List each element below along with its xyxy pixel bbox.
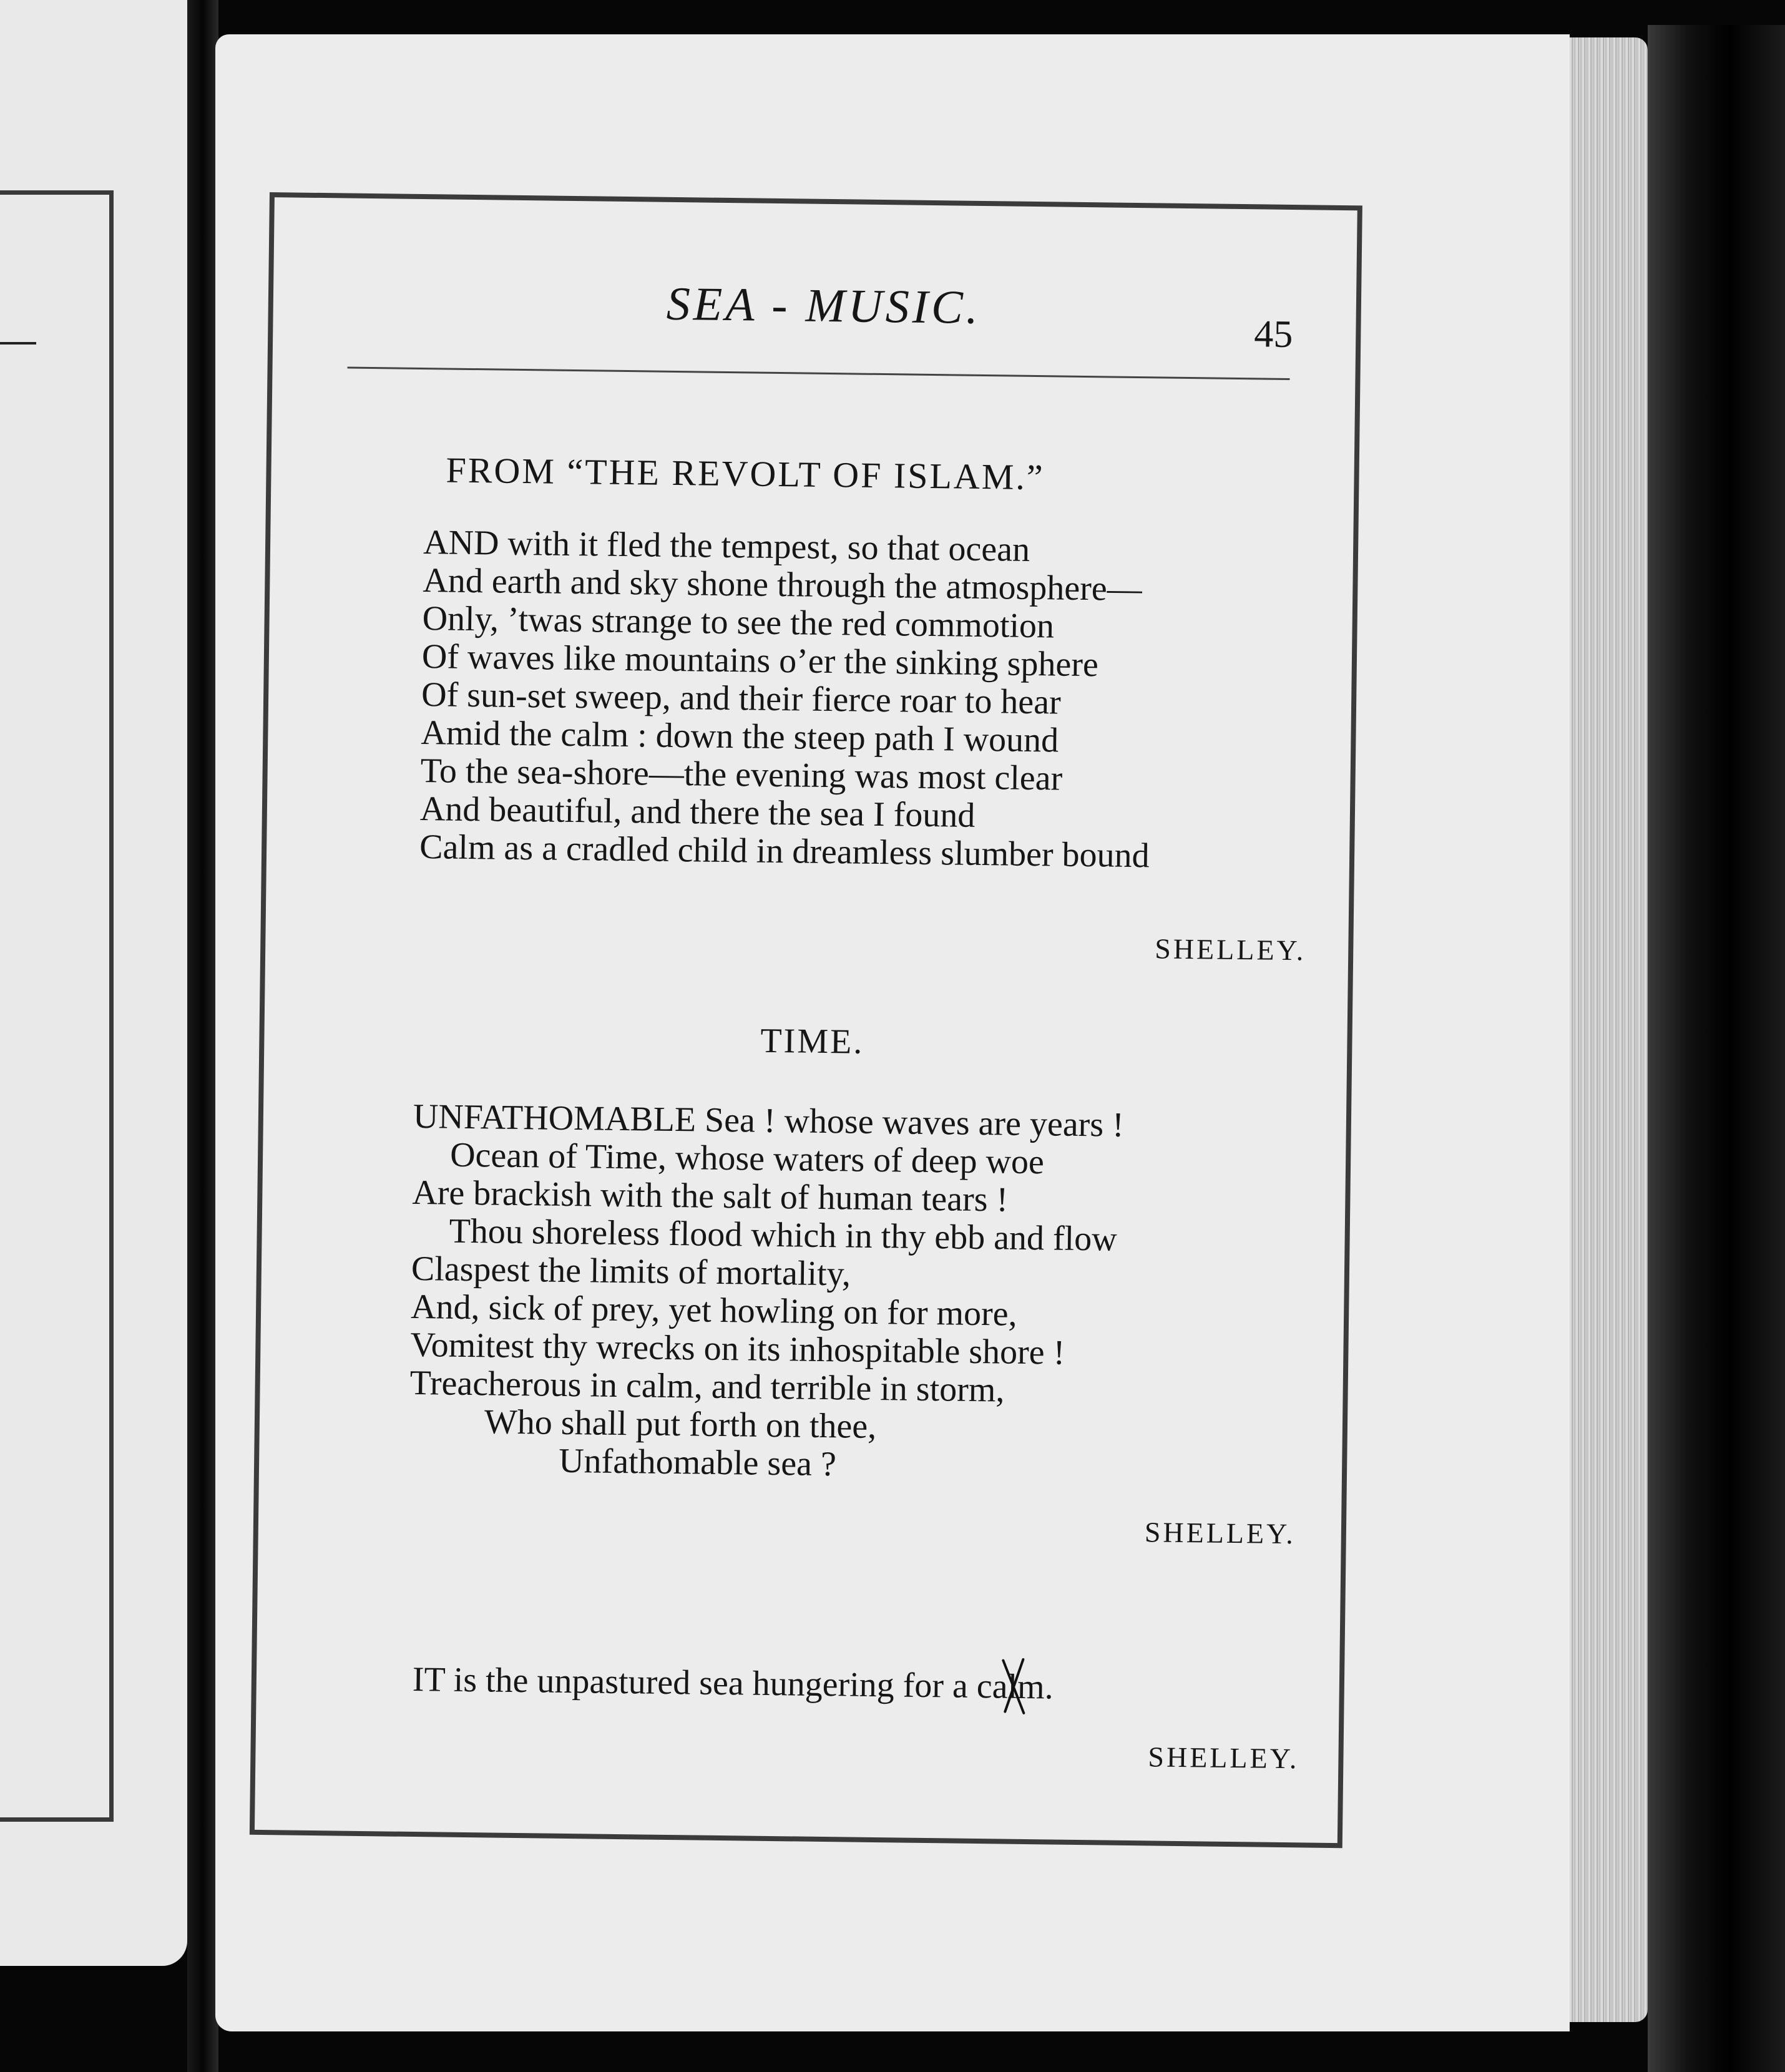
poem-line: To the sea-shore—the evening was most clear xyxy=(420,751,1063,798)
poem-line: Of waves like mountains o’er the sinking sphere xyxy=(421,637,1099,685)
poem-attribution: SHELLEY. xyxy=(1144,1516,1296,1550)
poem-title: FROM “THE REVOLT OF ISLAM.” xyxy=(446,449,1045,498)
poem-attribution: SHELLEY. xyxy=(1154,932,1306,967)
poem-line: Who shall put forth on thee, xyxy=(484,1402,877,1447)
page-edges xyxy=(1567,37,1648,2022)
poem-line: Are brackish with the salt of human tears ! xyxy=(412,1173,1009,1219)
handwritten-strike-mark xyxy=(997,1655,1029,1718)
poem-line: Of sun-set sweep, and their fierce roar to hear xyxy=(421,675,1062,722)
poem-line: AND with it fled the tempest, so that ocean xyxy=(423,523,1030,569)
facing-page-border xyxy=(0,190,114,1822)
quote-attribution: SHELLEY. xyxy=(1148,1741,1299,1775)
poem-line: Unfathomable sea ? xyxy=(558,1441,837,1484)
poem-body xyxy=(409,1098,1124,1487)
poem-line: UNFATHOMABLE Sea ! whose waves are years ! xyxy=(413,1097,1125,1145)
poem-line: Claspest the limits of mortality, xyxy=(411,1249,851,1294)
poem-title: TIME. xyxy=(760,1021,864,1062)
running-header: SEA - MUSIC. xyxy=(666,277,982,334)
poem-line: And beautiful, and there the sea I found xyxy=(419,789,976,835)
poem-line: Amid the calm : down the steep path I wound xyxy=(421,713,1059,760)
quote-text: IT is the unpastured sea hungering for a calm. xyxy=(412,1659,1054,1707)
poem-line: Thou shoreless flood which in thy ebb and flow xyxy=(449,1211,1118,1259)
poem-line: And earth and sky shone through the atmosphere— xyxy=(423,561,1143,609)
poem-body xyxy=(419,524,1153,875)
poem-line: Vomitest thy wrecks on its inhospitable shore ! xyxy=(410,1325,1065,1372)
page-frame xyxy=(250,192,1362,1848)
facing-page-left xyxy=(0,0,187,1966)
header-rule xyxy=(348,367,1290,380)
poem-line: And, sick of prey, yet howling on for more, xyxy=(410,1287,1018,1334)
book-binding xyxy=(1648,25,1785,2072)
poem-line: Calm as a cradled child in dreamless slumber bound xyxy=(419,828,1150,876)
poem-line: Only, ’twas strange to see the red commotion xyxy=(422,599,1055,646)
facing-page-rule xyxy=(0,342,36,345)
book-gutter xyxy=(187,0,218,2072)
poem-line: Ocean of Time, whose waters of deep woe xyxy=(449,1135,1045,1182)
poem-line: Treacherous in calm, and terrible in storm, xyxy=(409,1363,1005,1410)
page-number: 45 xyxy=(1253,313,1293,356)
